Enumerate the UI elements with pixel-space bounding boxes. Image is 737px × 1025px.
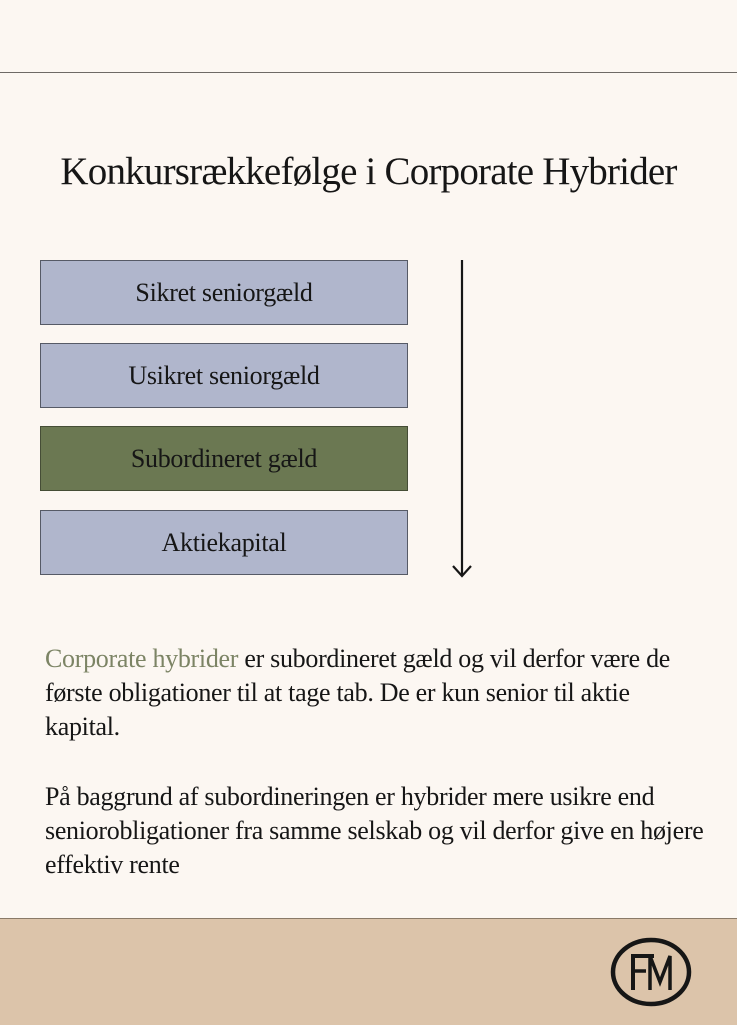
top-divider xyxy=(0,72,737,73)
consequence-paragraph: På baggrund af subordineringen er hybrider mere usikre end seniorobligationer fra samme selskab og vil derfor give en højere effektiv rente xyxy=(45,782,704,879)
down-arrow-icon xyxy=(450,258,474,580)
tier-secured-senior-debt: Sikret seniorgæld xyxy=(40,260,408,325)
fm-logo-icon xyxy=(610,937,692,1007)
highlight-term: Corporate hybrider xyxy=(45,644,239,673)
tier-subordinated-debt: Subordineret gæld xyxy=(40,426,408,491)
page-title: Konkursrækkefølge i Corporate Hybrider xyxy=(60,150,677,193)
tier-equity: Aktiekapital xyxy=(40,510,408,575)
tier-unsecured-senior-debt: Usikret seniorgæld xyxy=(40,343,408,408)
explanation-paragraph xyxy=(45,642,705,744)
explanation-text: er subordineret gæld og vil derfor være de første obligationer til at tage tab. De er kun senior til aktie kapital. xyxy=(45,644,671,741)
